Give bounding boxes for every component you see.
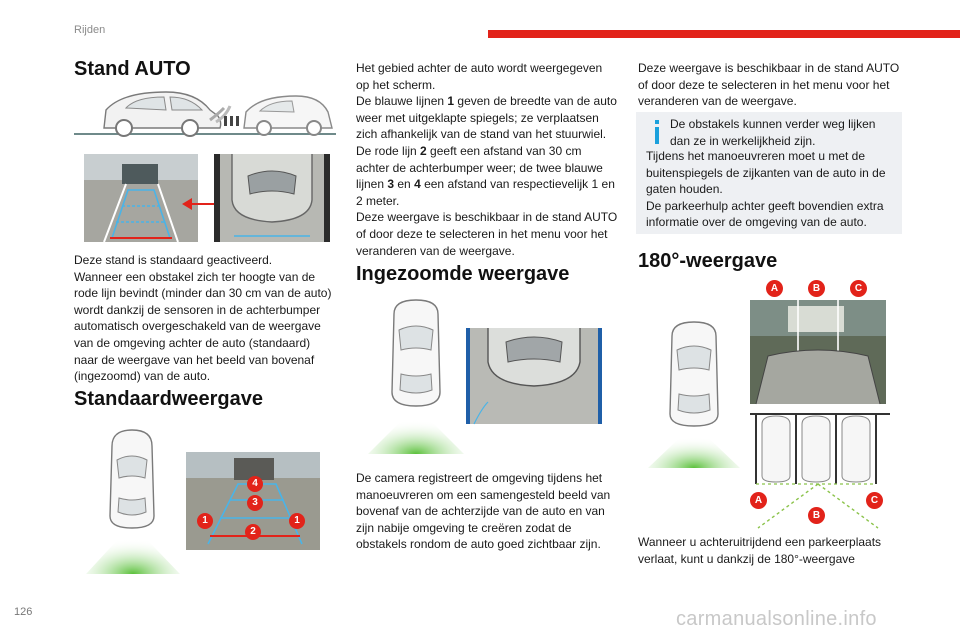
text-fragment: De rode lijn xyxy=(356,143,421,158)
info-icon xyxy=(650,120,664,144)
heading-stand-auto: Stand AUTO xyxy=(74,58,191,80)
ref-number-4: 4 xyxy=(414,177,421,192)
sentence-red-line xyxy=(356,143,618,209)
ref-number-1: 1 xyxy=(447,94,455,109)
info-body-text: Tijdens het manoeuvreren moet u met de buitenspiegels de zijkanten van de auto in de gaten houden. De parkeerhulp achter geeft bovendien extra informatie over de omgeving van de auto. xyxy=(646,149,886,230)
heading-ingezoomde-weergave: Ingezoomde weergave xyxy=(356,263,570,285)
text-fragment: en xyxy=(394,177,415,192)
marker-1-right: 1 xyxy=(289,513,305,529)
text-fragment: geven de breedte van de auto weer met uitgeklapte spiegels; ze verplaatsen zich afhankelijk van de stand van het stuurwiel. xyxy=(356,94,617,142)
ref-number-2: 2 xyxy=(420,143,427,158)
car-reversing-illustration xyxy=(74,84,336,140)
marker-b-bottom: B xyxy=(808,507,825,524)
text-fragment: een afstand van respectievelijk 1 en 2 meter. xyxy=(356,177,615,208)
marker-3: 3 xyxy=(247,495,263,511)
zoomed-view-illustration xyxy=(364,298,604,456)
text-fragment: De blauwe lijnen xyxy=(356,94,448,109)
marker-a-bottom: A xyxy=(750,492,767,509)
paragraph-zoomed-view: De camera registreert de omgeving tijdens het manoeuvreren om een samengesteld beeld van bovenaf van de achterzijde van de auto en van zijn nabije omgeving te creëren zodat de obstakels rondom de auto goed zichtbaar zijn. xyxy=(356,471,611,552)
auto-mode-screens-illustration xyxy=(84,154,330,242)
sentence-availability: Deze weergave is beschikbaar in de stand AUTO of door deze te selecteren in het menu voor het veranderen van de weergave. xyxy=(356,210,618,258)
marker-a-top: A xyxy=(766,280,783,297)
standard-view-illustration xyxy=(84,424,326,576)
sentence-blue-lines xyxy=(356,93,618,143)
paragraph-stand-auto: Deze stand is standaard geactiveerd. Wanneer een obstakel zich ter hoogte van de rode lijn bevindt (minder dan 30 cm van de auto) wordt dankzij de sensoren in de achterbumper automatisch overgeschakeld van de weergave van de omgeving achter de auto (standaard) naar de weergave van het beeld van bovenaf (ingezoomd) van de auto. xyxy=(74,253,332,384)
marker-4: 4 xyxy=(247,476,263,492)
marker-c-bottom: C xyxy=(866,492,883,509)
heading-standaardweergave: Standaardweergave xyxy=(74,388,263,410)
marker-b-top: B xyxy=(808,280,825,297)
header-section-label: Rijden xyxy=(74,24,106,36)
info-lead-text: De obstakels kunnen verder weg lijken dan ze in werkelijkheid zijn. xyxy=(670,117,876,148)
page-number: 126 xyxy=(14,606,33,618)
marker-2: 2 xyxy=(245,524,261,540)
header-accent-bar xyxy=(488,30,960,38)
ref-number-3: 3 xyxy=(387,177,395,192)
sentence-area-displayed: Het gebied achter de auto wordt weergegeven op het scherm. xyxy=(356,61,603,92)
marker-c-top: C xyxy=(850,280,867,297)
paragraph-availability: Deze weergave is beschikbaar in de stand AUTO of door deze te selecteren in het menu voor het veranderen van de weergave. xyxy=(638,61,900,109)
view-180-illustration xyxy=(648,280,900,530)
heading-180-weergave: 180°-weergave xyxy=(638,250,778,272)
paragraph-standard-view xyxy=(356,60,618,259)
watermark: carmanualsonline.info xyxy=(676,608,877,630)
marker-1-left: 1 xyxy=(197,513,213,529)
text-fragment: geeft een afstand van 30 cm achter de achterbumper weer; de twee blauwe lijnen xyxy=(356,143,603,192)
paragraph-180-view: Wanneer u achteruitrijdend een parkeerplaats verlaat, kunt u dankzij de 180°-weergave xyxy=(638,535,882,566)
